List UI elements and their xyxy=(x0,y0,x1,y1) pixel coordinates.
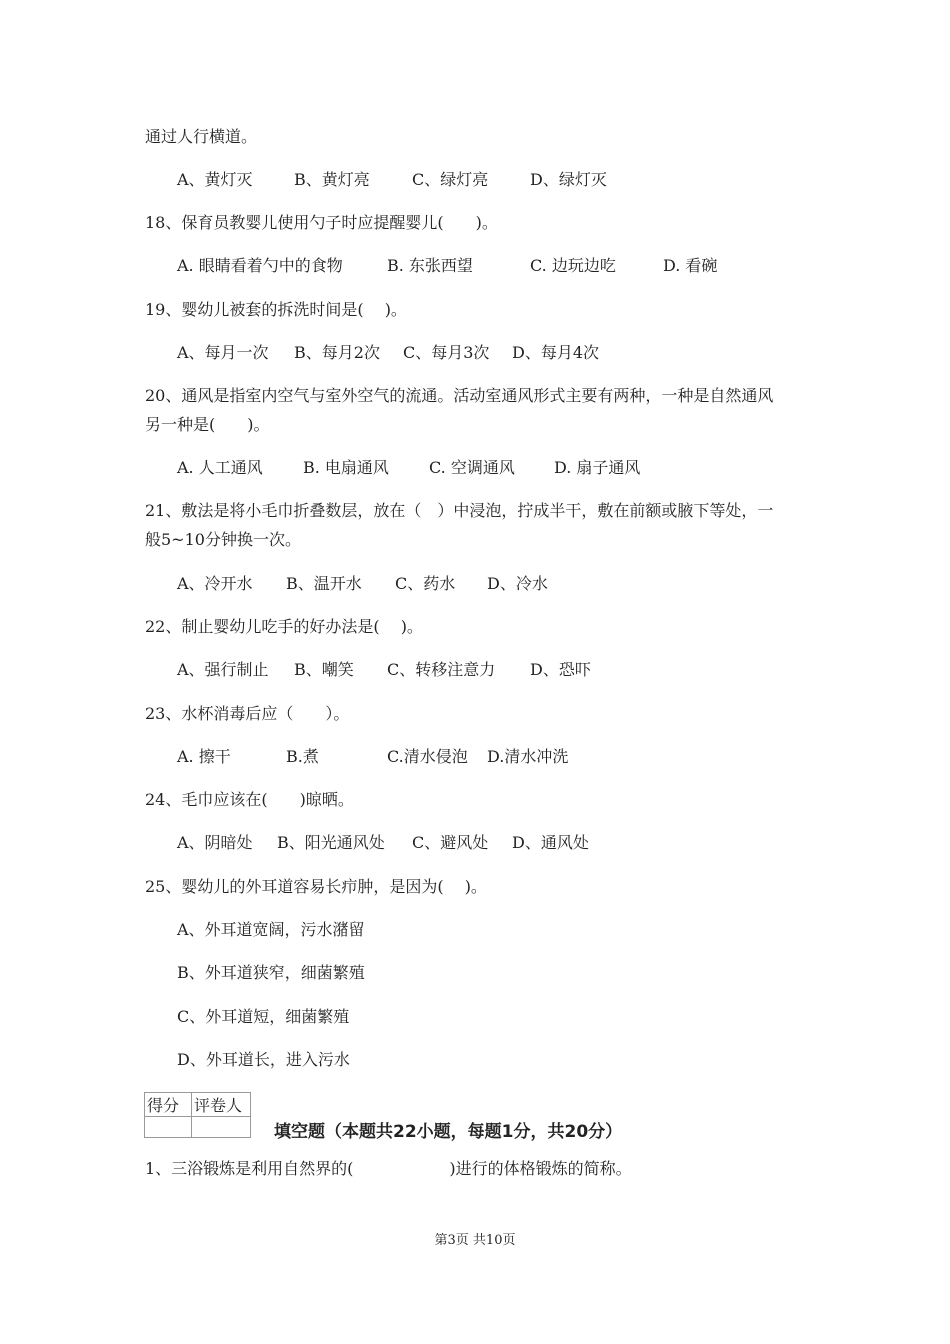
q20-option-d: D. 扇子通风 xyxy=(554,458,641,477)
question-21-line-2: 般5~10分钟换一次。 xyxy=(145,530,301,549)
q21-option-d: D、冷水 xyxy=(487,574,548,593)
question-22: 22、制止婴幼儿吃手的好办法是( )。 xyxy=(145,617,423,636)
q18-option-a: A. 眼睛看着勺中的食物 xyxy=(177,256,343,275)
q21-option-b: B、温开水 xyxy=(286,574,362,593)
section-title: 填空题（本题共22小题，每题1分，共20分） xyxy=(274,1122,623,1142)
q23-option-a: A. 擦干 xyxy=(177,747,231,766)
q20-option-a: A. 人工通风 xyxy=(177,458,263,477)
q25-option-c: C、外耳道短，细菌繁殖 xyxy=(177,1007,350,1026)
fill-question-1: 1、三浴锻炼是利用自然界的( )进行的体格锻炼的简称。 xyxy=(145,1159,632,1178)
question-21-line-1: 21、敷法是将小毛巾折叠数层，放在（ ）中浸泡，拧成半干，敷在前额或腋下等处，一 xyxy=(145,501,774,520)
grader-label: 评卷人 xyxy=(192,1093,251,1117)
q17-option-c: C、绿灯亮 xyxy=(412,170,489,189)
q22-option-b: B、嘲笑 xyxy=(294,660,354,679)
q17-option-b: B、黄灯亮 xyxy=(294,170,370,189)
question-19: 19、婴幼儿被套的拆洗时间是( )。 xyxy=(145,300,407,319)
q25-option-d: D、外耳道长，进入污水 xyxy=(177,1050,350,1069)
q17-option-d: D、绿灯灭 xyxy=(530,170,607,189)
q24-option-a: A、阴暗处 xyxy=(177,833,253,852)
question-20-line-1: 20、通风是指室内空气与室外空气的流通。活动室通风形式主要有两种，一种是自然通风 xyxy=(145,386,774,405)
q21-option-c: C、药水 xyxy=(395,574,456,593)
question-23: 23、水杯消毒后应（ ）。 xyxy=(145,704,350,723)
q23-option-b: B.煮 xyxy=(286,747,319,766)
q21-option-a: A、冷开水 xyxy=(177,574,253,593)
question-25: 25、婴幼儿的外耳道容易长疖肿，是因为( )。 xyxy=(145,877,487,896)
q20-option-c: C. 空调通风 xyxy=(429,458,515,477)
question-17-tail: 通过人行横道。 xyxy=(145,127,258,146)
q24-option-b: B、阳光通风处 xyxy=(277,833,385,852)
q19-option-c: C、每月3次 xyxy=(403,343,490,362)
page-footer: 第3页 共10页 xyxy=(434,1233,516,1248)
score-label: 得分 xyxy=(145,1093,192,1117)
q18-option-d: D. 看碗 xyxy=(663,256,718,275)
q19-option-d: D、每月4次 xyxy=(512,343,600,362)
q19-option-a: A、每月一次 xyxy=(177,343,269,362)
q25-option-b: B、外耳道狭窄，细菌繁殖 xyxy=(177,963,365,982)
question-18: 18、保育员教婴儿使用勺子时应提醒婴儿( )。 xyxy=(145,213,498,232)
q19-option-b: B、每月2次 xyxy=(294,343,380,362)
score-cell xyxy=(145,1117,192,1138)
grader-cell xyxy=(192,1117,251,1138)
q18-option-b: B. 东张西望 xyxy=(387,256,473,275)
q24-option-c: C、避风处 xyxy=(412,833,489,852)
question-24: 24、毛巾应该在( )晾晒。 xyxy=(145,790,354,809)
score-box xyxy=(144,1092,251,1138)
q17-option-a: A、黄灯灭 xyxy=(177,170,253,189)
q18-option-c: C. 边玩边吃 xyxy=(530,256,616,275)
q23-option-d: D.清水冲洗 xyxy=(487,747,569,766)
q22-option-c: C、转移注意力 xyxy=(387,660,496,679)
q23-option-c: C.清水侵泡 xyxy=(387,747,468,766)
q24-option-d: D、通风处 xyxy=(512,833,589,852)
q22-option-d: D、恐吓 xyxy=(530,660,591,679)
q25-option-a: A、外耳道宽阔，污水潴留 xyxy=(177,920,365,939)
question-20-line-2: 另一种是( )。 xyxy=(145,415,270,434)
q22-option-a: A、强行制止 xyxy=(177,660,269,679)
q20-option-b: B. 电扇通风 xyxy=(303,458,389,477)
